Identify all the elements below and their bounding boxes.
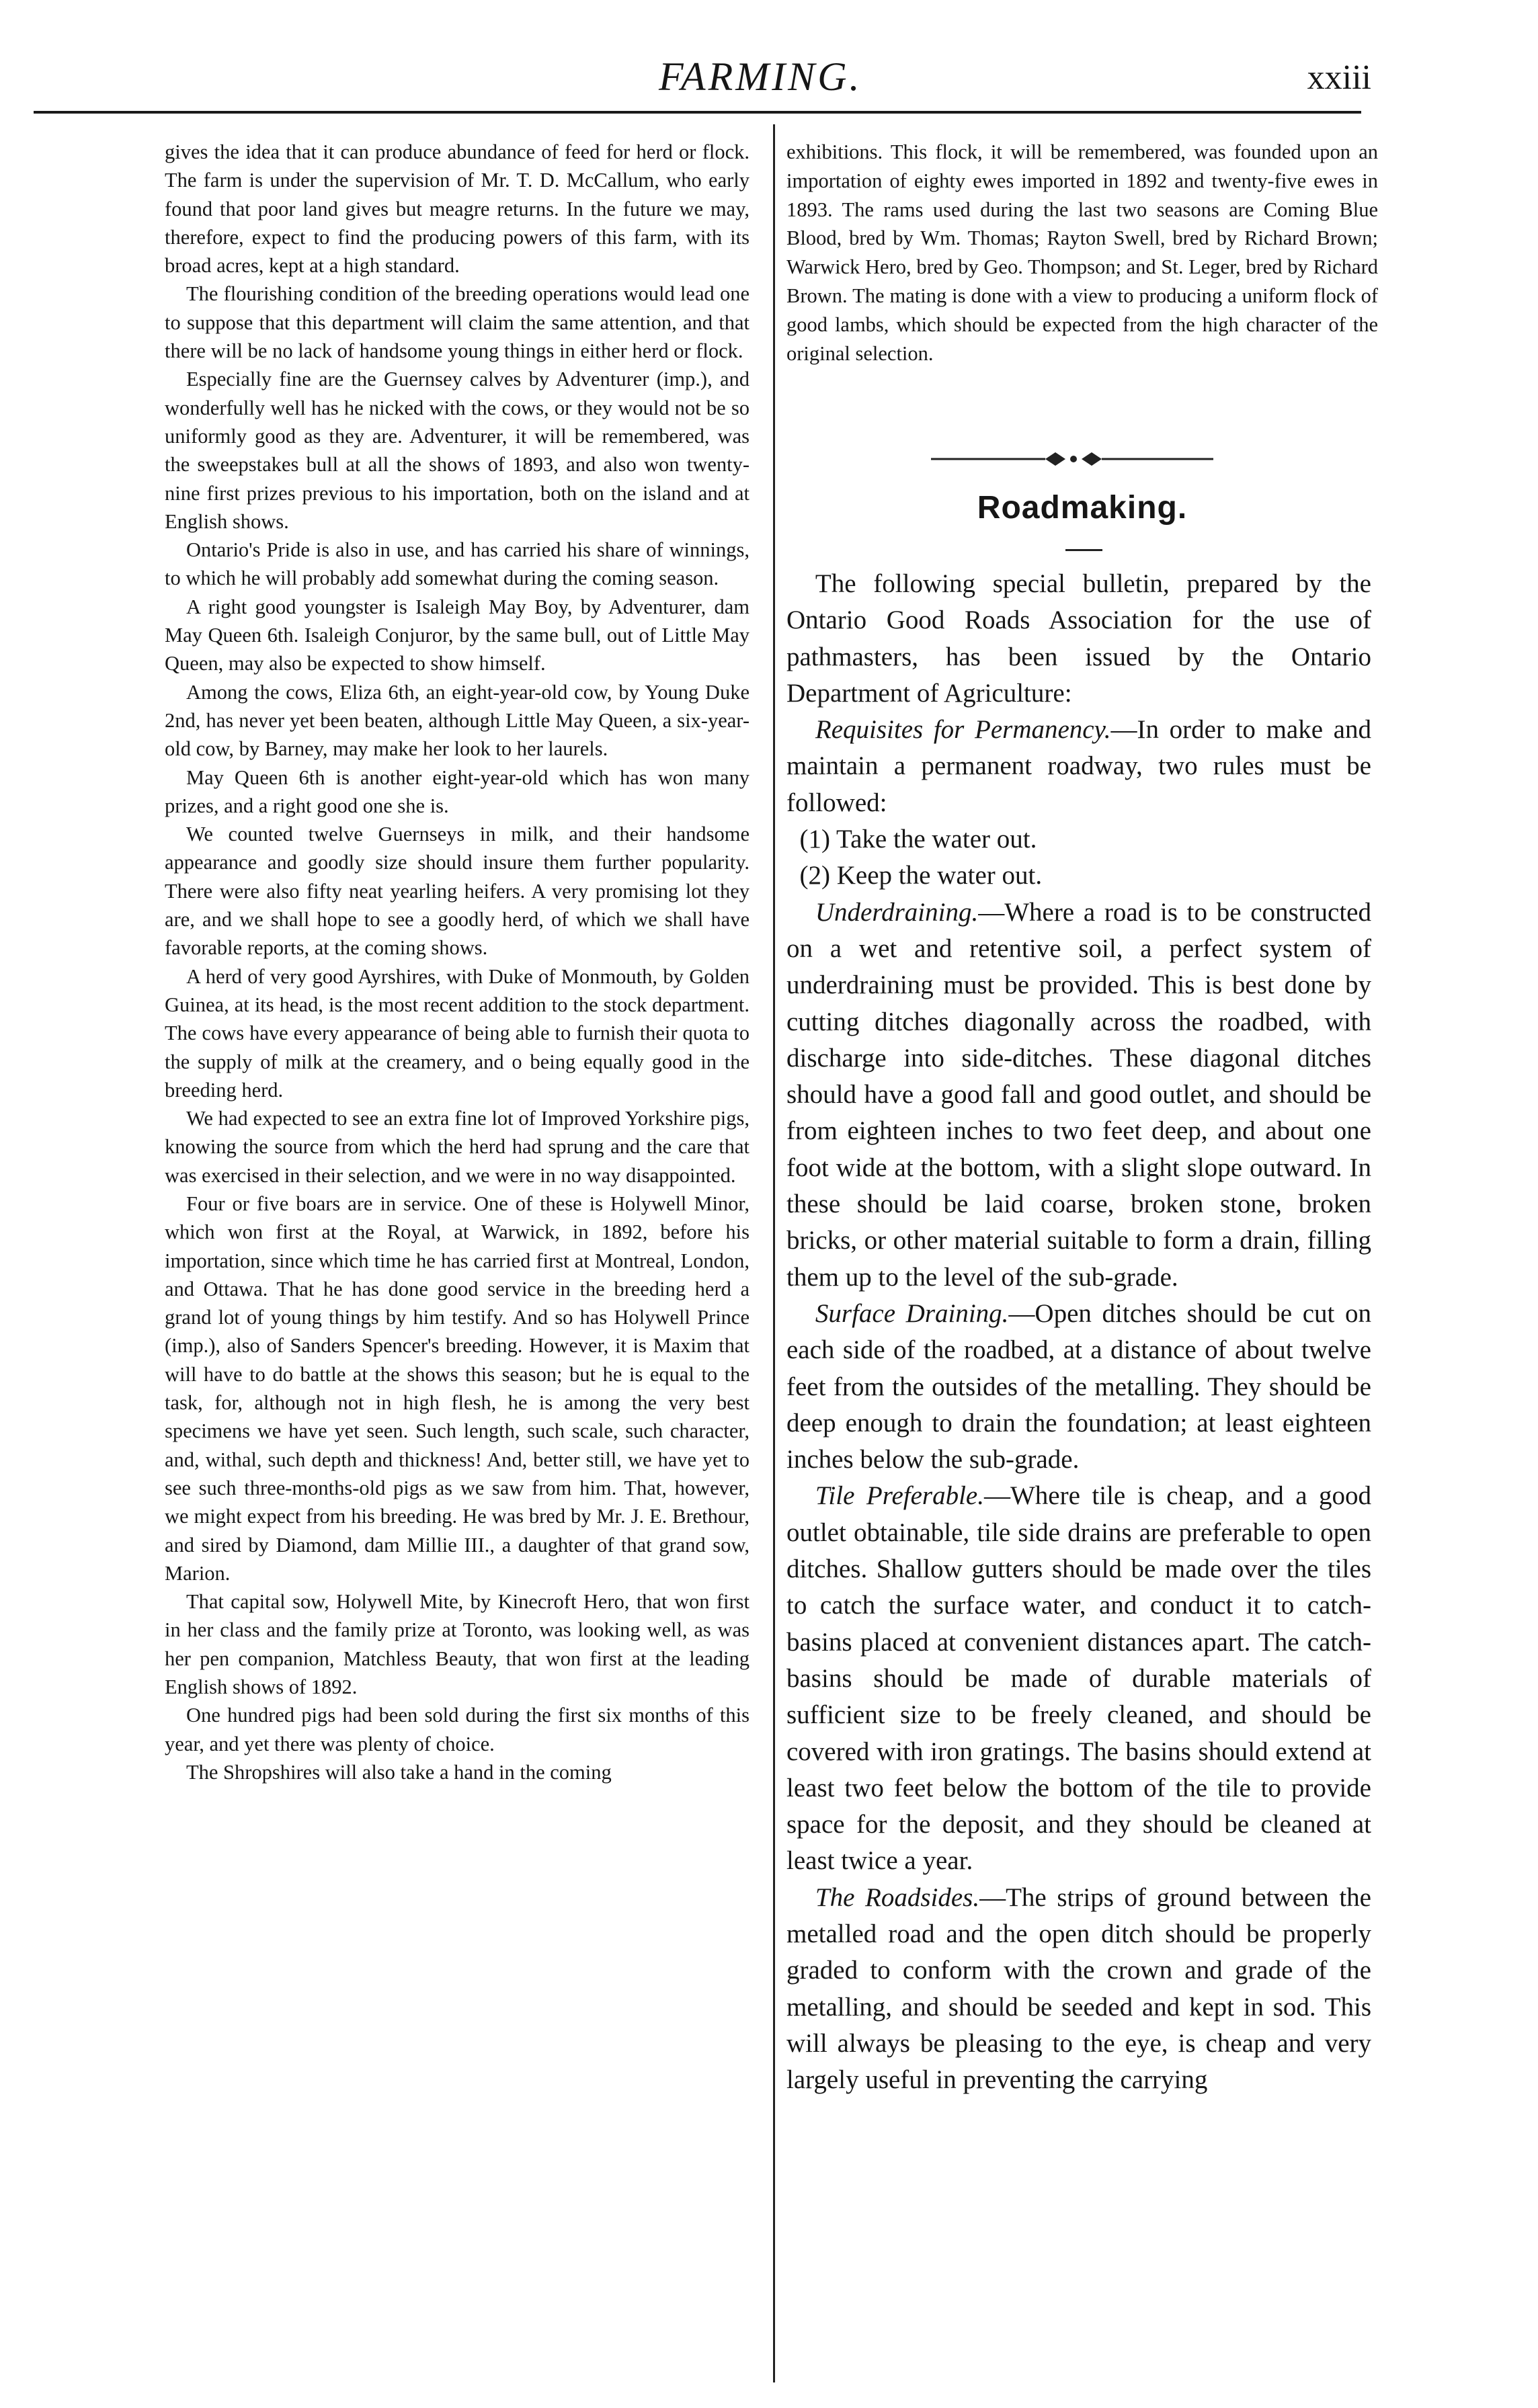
page-number: xxiii <box>1307 58 1371 97</box>
paragraph: We had expected to see an extra fine lot of Improved Yorkshire pigs, knowing the source from which the herd had sprung and the care that was exercised in their selection, and we were in no way disappointed. <box>165 1107 750 1187</box>
paragraph-text: —Where tile is cheap, and a good outlet obtainable, tile side drains are preferable to open ditches. Shallow gutters should be made over the tiles to catch the surface water, and conduct it to catch-basins placed at convenient distances apart. The catch-basins should be made of durable materials of sufficient size to be freely cleaned, and should be covered with iron gratings. The basins should extend at least two feet below the bottom of the tile to provide space for the deposit, and they should be cleaned at least twice a year. <box>786 1481 1371 1876</box>
paragraph: May Queen 6th is another eight-year-old which has won many prizes, and a right good one she is. <box>165 765 750 817</box>
article-paragraph <box>786 895 1371 1296</box>
paragraph-lead: Surface Draining. <box>815 1298 1009 1328</box>
paragraph-lead: Requisites for Permanency. <box>815 715 1111 745</box>
paragraph-lead: Tile Preferable. <box>815 1481 984 1511</box>
page-header <box>134 40 1371 121</box>
paragraph: Four or five boars are in service. One of these is Holywell Minor, which won first at the Royal, at Warwick, in 1892, before his importation, since which time he has carried first at Montreal, London, and Ottawa. That he has done good service in the breeding herd a grand lot of young things by him testify. And so has Holywell Prince (imp.), also of Sanders Spencer's breeding. However, it is Maxim that will have to do battle at the shows this season; but he is equal to the task, for, although not in high flesh, he is among the very best specimens we have yet seen. Such length, such scale, such character, and, withal, such depth and thickness! And, better still, we have yet to see such three-months-old pigs as we saw from him. That, however, we might expect from his breeding. He was bred by Mr. J. E. Brethour, and sired by Diamond, dam Millie III., a daughter of that grand sow, Marion. <box>165 1192 750 1585</box>
section-title: Roadmaking. <box>977 490 1188 526</box>
running-title: FARMING. <box>659 54 862 99</box>
paragraph: The Shropshires will also take a hand in the coming <box>186 1760 612 1784</box>
section-ornament <box>931 442 1213 476</box>
right-column-article <box>786 566 1371 2098</box>
right-column-top <box>786 138 1378 368</box>
column-divider <box>773 124 775 2382</box>
continued-paragraph: exhibitions. This flock, it will be remembered, was founded upon an importation of eighty ewes imported in 1892 and twenty-five ewes in 1893. The rams used during the last two seasons are Coming Blue Blood, bred by Wm. Thomas; Rayton Swell, bred by Richard Brown; Warwick Hero, bred by Geo. Thompson; and St. Leger, bred by Richard Brown. The mating is done with a view to producing a uniform flock of good lambs, which should be expected from the high character of the original selection. <box>786 140 1378 365</box>
paragraph-text: —The strips of ground between the metalled road and the open ditch should be properly graded to conform with the crown and grade of the metalling, and should be seeded and kept in sod. This will always be pleasing to the eye, is cheap and very largely useful in preventing the carrying <box>786 1882 1371 2095</box>
paragraph-text: —Open ditches should be cut on each side of the roadbed, at a distance of about twelve feet from the outsides of the metalling. They should be deep enough to drain the foundation; at least eighteen inches below the sub-grade. <box>786 1298 1371 1475</box>
paragraph: That capital sow, Holywell Mite, by Kinecroft Hero, that won first in her class and the family prize at Toronto, was looking well, as was her pen companion, Matchless Beauty, that won first at the leading English shows of 1892. <box>165 1590 750 1699</box>
left-column <box>165 138 750 1786</box>
header-rule <box>34 111 1361 114</box>
paragraph: The flourishing condition of the breeding operations would lead one to suppose that this department will claim the same attention, and that there will be no lack of handsome young things in either herd or flock. <box>165 282 750 363</box>
paragraph: gives the idea that it can produce abundance of feed for herd or flock. The farm is under the supervision of Mr. T. D. McCallum, who early found that poor land gives but meagre returns. In the future we may, therefore, expect to find the producing powers of this farm, with its broad acres, kept at a high standard. <box>165 140 750 278</box>
paragraph: Ontario's Pride is also in use, and has carried his share of winnings, to which he will probably add somewhat during the coming season. <box>165 538 750 590</box>
rule-item: (1) Take the water out. <box>799 825 1037 854</box>
title-dash <box>1065 549 1102 551</box>
article-paragraph <box>786 1296 1371 1478</box>
article-paragraph <box>786 1880 1371 2099</box>
paragraph: Especially fine are the Guernsey calves by Adventurer (imp.), and wonderfully well has he nicked with the cows, or they would not be so uniformly good as they are. Adventurer, it will be remembered, was the sweepstakes bull at all the shows of 1893, and also won twenty-nine first prizes previous to his importation, both on the island and at English shows. <box>165 368 750 533</box>
article-paragraph <box>786 712 1371 821</box>
paragraph: A herd of very good Ayrshires, with Duke of Monmouth, by Golden Guinea, at its head, is the most recent addition to the stock department. The cows have every appearance of being able to furnish their quota to the supply of milk at the creamery, and o being equally good in the breeding herd. <box>165 964 750 1102</box>
paragraph-lead: The Roadsides. <box>815 1882 980 1912</box>
article-paragraph <box>786 1478 1371 1879</box>
paragraph: A right good youngster is Isaleigh May Boy, by Adventurer, dam May Queen 6th. Isaleigh Conjuror, by the same bull, out of Little May Queen, may also be expected to show himself. <box>165 595 750 675</box>
paragraph-lead: Underdraining. <box>815 897 979 927</box>
paragraph: Among the cows, Eliza 6th, an eight-year-old cow, by Young Duke 2nd, has never yet been beaten, although Little May Queen, a six-year-old cow, by Barney, may make her look to her laurels. <box>165 680 750 761</box>
rule-item: (2) Keep the water out. <box>799 861 1043 890</box>
paragraph-text: —In order to make and maintain a permanent roadway, two rules must be followed: <box>786 715 1371 817</box>
intro-paragraph: The following special bulletin, prepared by the Ontario Good Roads Association for the use of pathmasters, has been issued by the Ontario Department of Agriculture: <box>786 569 1371 708</box>
paragraph: One hundred pigs had been sold during the first six months of this year, and yet there was plenty of choice. <box>165 1704 750 1755</box>
paragraph-text: —Where a road is to be constructed on a wet and retentive soil, a perfect system of underdraining must be provided. This is best done by cutting ditches diagonally across the roadbed, with discharge into side-ditches. These diagonal ditches should have a good fall and good outlet, and should be from eighteen inches to two feet deep, and about one foot wide at the bottom, with a slight slope outward. In these should be laid coarse, broken stone, broken bricks, or other material suitable to form a drain, filling them up to the level of the sub-grade. <box>786 897 1371 1292</box>
paragraph: We counted twelve Guernseys in milk, and their handsome appearance and goodly size should insure them further popularity. There were also fifty neat yearling heifers. A very promising lot they are, and we shall hope to see a goodly herd, of which we shall have favorable reports, at the coming shows. <box>165 823 750 960</box>
